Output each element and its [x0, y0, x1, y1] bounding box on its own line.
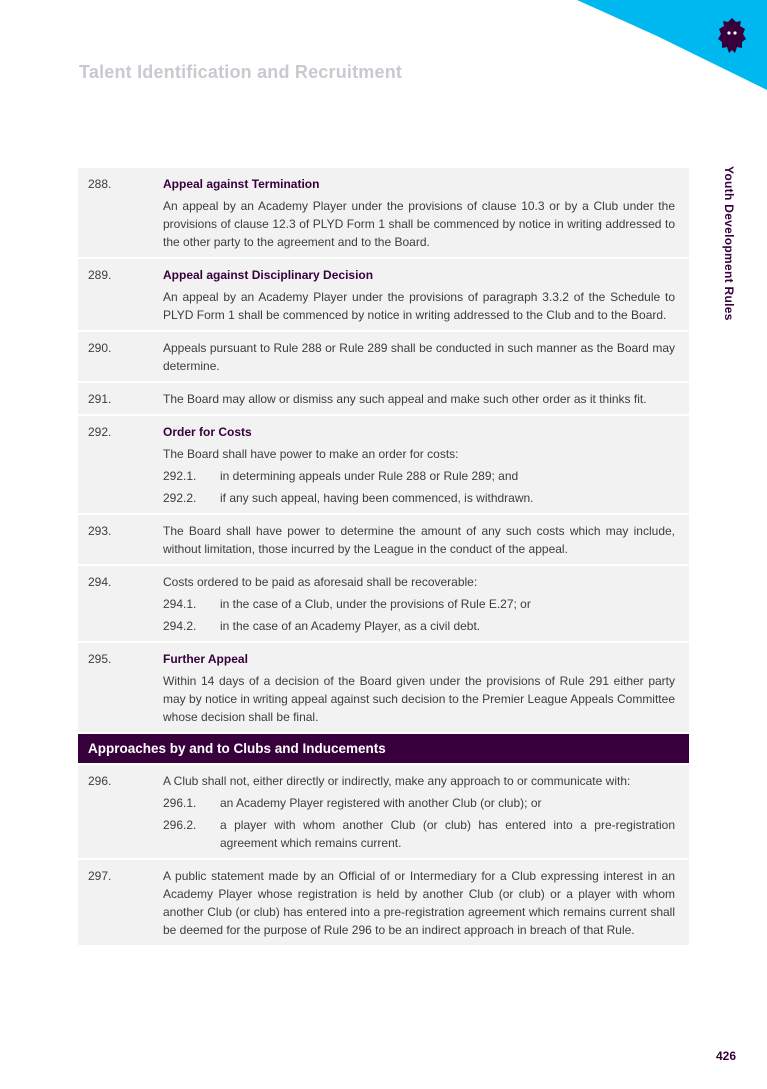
sub-clause-number: 294.2.	[163, 619, 197, 633]
rule-body	[163, 339, 675, 375]
sub-clause-text: if any such appeal, having been commenced, is withdrawn.	[220, 491, 534, 505]
lion-crest-icon	[715, 16, 749, 56]
sub-clause	[163, 794, 675, 812]
rule-text: The Board shall have power to determine the amount of any such costs which may include, without limitation, those incurred by the League in the conduct of the appeal.	[163, 524, 675, 556]
rule-text: An appeal by an Academy Player under the provisions of paragraph 3.3.2 of the Schedule to PLYD Form 1 shall be commenced by notice in writing addressed to the Club and to the Board.	[163, 290, 675, 322]
rule-body	[163, 175, 675, 251]
sub-clause-number: 292.1.	[163, 469, 197, 483]
rule-number: 288.	[88, 177, 112, 191]
rule-heading: Appeal against Disciplinary Decision	[163, 268, 374, 282]
rule-body	[163, 423, 675, 507]
section-title: Talent Identification and Recruitment	[79, 62, 403, 82]
sub-clause	[163, 816, 675, 852]
rule-293	[78, 515, 689, 564]
sub-clause-text: in the case of a Club, under the provisions of Rule E.27; or	[220, 597, 531, 611]
rule-295	[78, 643, 689, 732]
rule-text: The Board may allow or dismiss any such appeal and make such other order as it thinks fit.	[163, 392, 647, 406]
rule-body	[163, 266, 675, 324]
rule-number: 289.	[88, 268, 112, 282]
sub-clause	[163, 489, 675, 507]
rule-294	[78, 566, 689, 641]
side-label: Youth Development Rules	[722, 166, 736, 321]
page-number: 426	[716, 1049, 737, 1063]
rule-heading: Further Appeal	[163, 652, 248, 666]
rule-297	[78, 860, 689, 945]
rule-heading: Appeal against Termination	[163, 177, 320, 191]
sub-clause-text: in determining appeals under Rule 288 or Rule 289; and	[220, 469, 519, 483]
rule-text: Costs ordered to be paid as aforesaid shall be recoverable:	[163, 575, 478, 589]
rule-292	[78, 416, 689, 513]
sub-clause-text: a player with whom another Club (or club) has entered into a pre-registration agreement which remains current.	[220, 818, 675, 850]
rule-heading: Order for Costs	[163, 425, 252, 439]
rule-text: A public statement made by an Official of or Intermediary for a Club expressing interest in an Academy Player whose registration is held by another Club (or club) or a player with whom another Club (or club) has entered into a pre-registration agreement which remains current shall be deemed for the purpose of Rule 296 to be an indirect approach in breach of that Rule.	[163, 869, 675, 937]
sub-clause-number: 296.1.	[163, 796, 197, 810]
sub-clause-number: 292.2.	[163, 491, 197, 505]
rule-body	[163, 522, 675, 558]
rule-body	[163, 867, 675, 939]
rule-body	[163, 650, 675, 726]
rule-289	[78, 259, 689, 330]
rule-body	[163, 573, 675, 635]
rule-288	[78, 168, 689, 257]
rule-body	[163, 772, 675, 852]
rule-number: 291.	[88, 392, 112, 406]
sub-clause-number: 296.2.	[163, 818, 197, 832]
section-band: Approaches by and to Clubs and Inducements	[78, 734, 689, 763]
sub-clause-number: 294.1.	[163, 597, 197, 611]
rule-number: 292.	[88, 425, 112, 439]
sub-clause-text: an Academy Player registered with another Club (or club); or	[220, 796, 542, 810]
rule-text: A Club shall not, either directly or indirectly, make any approach to or communicate with:	[163, 774, 631, 788]
rule-number: 296.	[88, 774, 112, 788]
rule-number: 295.	[88, 652, 112, 666]
rule-number: 294.	[88, 575, 112, 589]
sub-clause	[163, 595, 675, 613]
rule-body	[163, 390, 675, 408]
rule-290	[78, 332, 689, 381]
rule-number: 293.	[88, 524, 112, 538]
rule-number: 297.	[88, 869, 112, 883]
sub-clause	[163, 467, 675, 485]
rule-text: The Board shall have power to make an order for costs:	[163, 447, 459, 461]
rules-container	[78, 168, 689, 947]
rule-text: An appeal by an Academy Player under the provisions of clause 10.3 or by a Club under the provisions of clause 12.3 of PLYD Form 1 shall be commenced by notice in writing addressed to the other party to the agreement and to the Board.	[163, 199, 675, 249]
sub-clause-text: in the case of an Academy Player, as a civil debt.	[220, 619, 481, 633]
rule-text: Within 14 days of a decision of the Board given under the provisions of Rule 291 either party may by notice in writing appeal against such decision to the Premier League Appeals Committee whose decision shall be final.	[163, 674, 675, 724]
rule-291	[78, 383, 689, 414]
rule-text: Appeals pursuant to Rule 288 or Rule 289 shall be conducted in such manner as the Board may determine.	[163, 341, 675, 373]
rule-296	[78, 765, 689, 858]
rule-number: 290.	[88, 341, 112, 355]
sub-clause	[163, 617, 675, 635]
